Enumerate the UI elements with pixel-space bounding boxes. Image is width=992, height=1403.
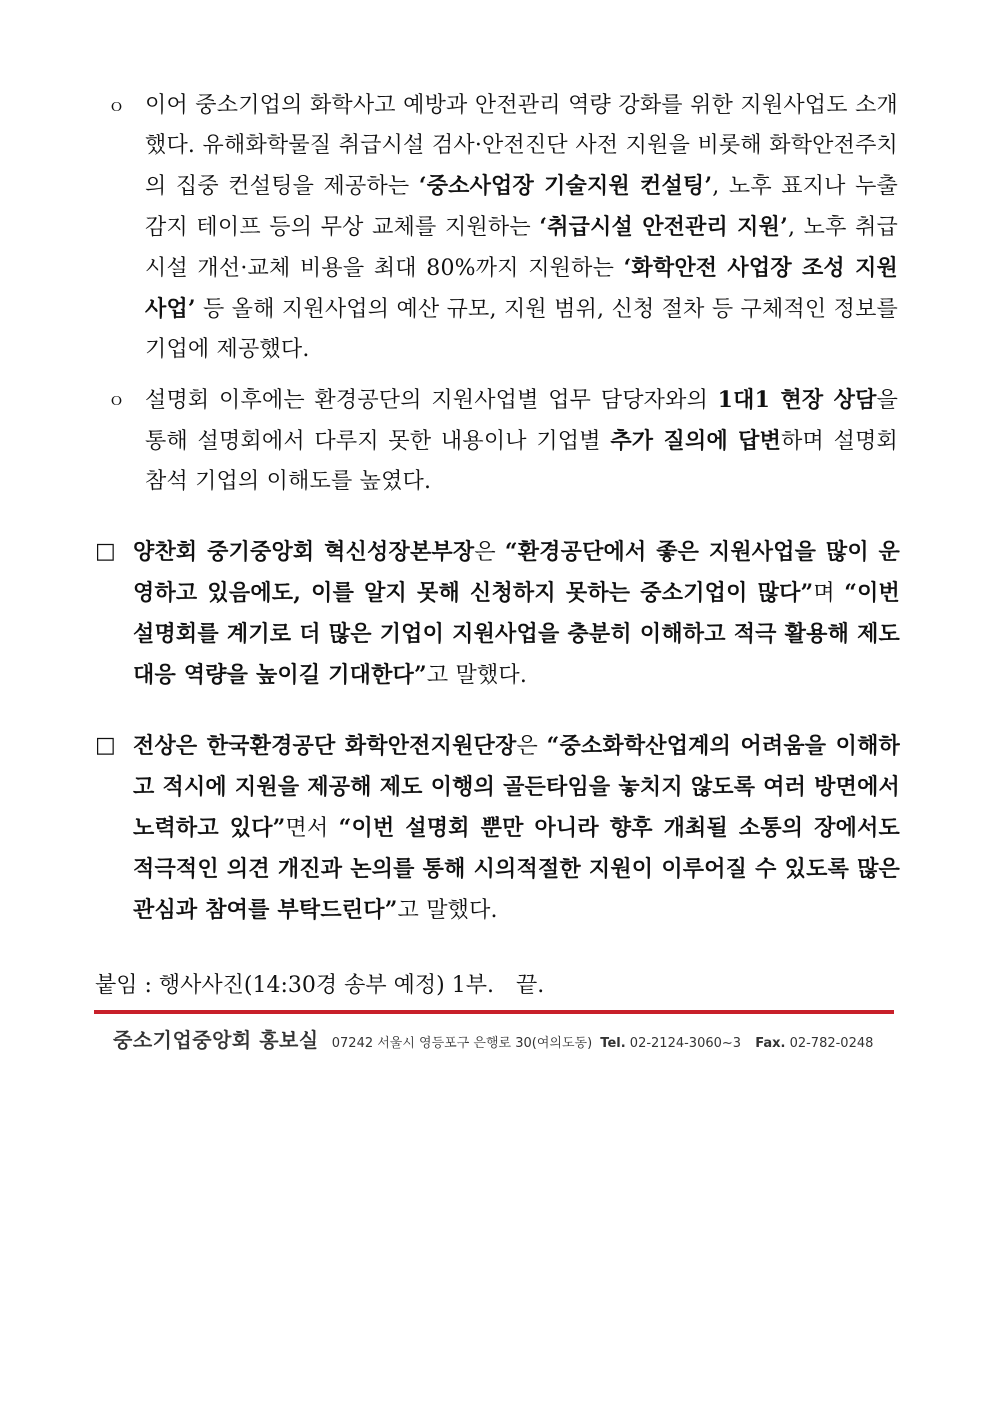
emphasis-text: 추가 질의에 답변 — [610, 428, 782, 454]
emphasis-text: ‘취급시설 안전관리 지원’ — [539, 214, 788, 240]
footer-divider — [94, 1010, 894, 1014]
footer-fax-label: Fax. — [755, 1036, 786, 1051]
attachment-text: 붙임 : 행사사진(14:30경 송부 예정) 1부. — [95, 973, 494, 998]
footer-address: 07242 서울시 영등포구 은행로 30(여의도동) — [331, 1036, 593, 1051]
footer — [113, 1024, 873, 1053]
body-text: 고 말했다. — [426, 663, 528, 688]
emphasis-text: “중소화학산업계의 어려움을 이해하고 적시에 지원을 제공해 제도 이행의 골든타임을 놓치지 않도록 여러 방면에서 노력하고 있다” — [133, 733, 900, 841]
emphasis-text: ‘중소사업장 기술지원 컨설팅’ — [418, 173, 713, 199]
body-text: , 노후 취급시설 개선·교체 비용을 최대 80%까지 지원하는 — [145, 215, 898, 281]
section-paragraph — [133, 532, 900, 696]
emphasis-text: “이번 설명회 뿐만 아니라 향후 개최될 소통의 장에서도 적극적인 의견 개진과 논의를 통해 시의적절한 지원이 이루어질 수 있도록 많은 관심과 참여를 부탁드린다” — [133, 815, 900, 923]
square-bullet-icon: □ — [95, 733, 116, 758]
emphasis-text: “이번 설명회를 계기로 더 많은 기업이 지원사업을 충분히 이해하고 적극 활용해 제도 대응 역량을 높이길 기대한다” — [133, 580, 900, 688]
emphasis-text: 전상은 한국환경공단 화학안전지원단장 — [133, 733, 517, 759]
section-paragraph — [133, 726, 900, 931]
section-quote-jeon — [95, 726, 900, 931]
body-text: 고 말했다. — [397, 898, 498, 923]
footer-fax: 02-782-0248 — [789, 1036, 874, 1051]
square-bullet-icon: □ — [95, 539, 116, 564]
footer-tel: 02-2124-3060~3 — [629, 1036, 742, 1051]
body-text: 은 — [474, 540, 505, 565]
bullet-paragraph — [145, 86, 898, 370]
footer-organization: 중소기업중앙회 홍보실 — [113, 1028, 319, 1052]
body-text: , 노후 표지나 누출감지 테이프 등의 무상 교체를 지원하는 — [145, 174, 898, 240]
emphasis-text: 양찬회 중기중앙회 혁신성장본부장 — [133, 539, 475, 565]
emphasis-text: ‘화학안전 사업장 조성 지원사업’ — [145, 255, 898, 322]
footer-tel-label: Tel. — [600, 1036, 626, 1051]
body-text: 하며 설명회 참석 기업의 이해도를 높였다. — [145, 429, 898, 494]
body-text: 이어 중소기업의 화학사고 예방과 안전관리 역량 강화를 위한 지원사업도 소개했다. 유해화학물질 취급시설 검사·안전진단 사전 지원을 비롯해 화학안전주치의 집중 컨설팅을 제공하는 — [145, 93, 898, 199]
body-text: 설명회 이후에는 환경공단의 지원사업별 업무 담당자와의 — [145, 388, 718, 413]
attachment-end: 끝. — [515, 973, 545, 998]
emphasis-text: 1대1 현장 상담 — [717, 387, 877, 413]
body-text: 며 — [813, 581, 845, 606]
body-text: 등 올해 지원사업의 예산 규모, 지원 범위, 신청 절차 등 구체적인 정보를 기업에 제공했다. — [145, 297, 898, 362]
body-text: 은 — [516, 734, 547, 759]
emphasis-text: “환경공단에서 좋은 지원사업을 많이 운영하고 있음에도, 이를 알지 못해 신청하지 못하는 중소기업이 많다” — [133, 539, 901, 606]
bullet-paragraph — [145, 380, 898, 502]
attachment-line — [95, 968, 544, 1004]
section-quote-yang — [95, 532, 900, 696]
circle-bullet-icon: ｏ — [108, 390, 125, 410]
bullet-support-programs — [108, 86, 898, 370]
circle-bullet-icon: ｏ — [108, 96, 125, 116]
bullet-consultation — [108, 380, 898, 502]
body-text: 을 통해 설명회에서 다루지 못한 내용이나 기업별 — [145, 388, 899, 454]
body-text: 면서 — [285, 816, 339, 841]
